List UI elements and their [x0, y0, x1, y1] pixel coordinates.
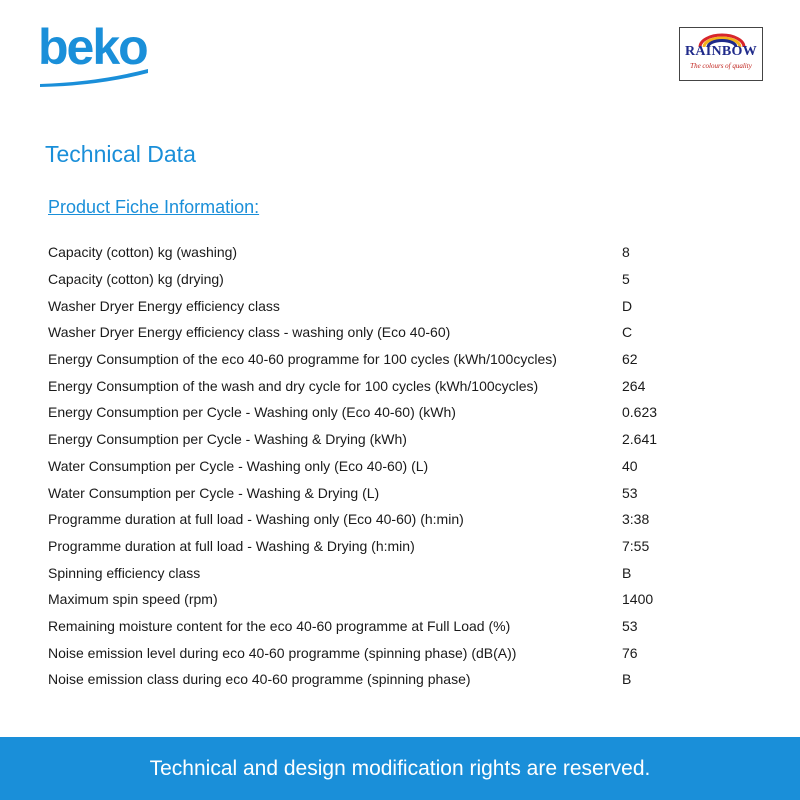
beko-swoosh-icon: [38, 66, 150, 88]
spec-label: Capacity (cotton) kg (drying): [48, 271, 224, 288]
spec-row: [48, 266, 748, 293]
spec-row: [48, 426, 748, 453]
spec-row: [48, 453, 748, 480]
spec-label: Washer Dryer Energy efficiency class: [48, 297, 280, 314]
footer-band: [0, 737, 800, 800]
spec-row: [48, 666, 748, 693]
spec-label: Energy Consumption of the eco 40-60 programme for 100 cycles (kWh/100cycles): [48, 351, 557, 368]
rainbow-tagline: The colours of quality: [690, 62, 752, 70]
rainbow-logo-text: RAINBOW: [684, 44, 758, 59]
spec-row: [48, 639, 748, 666]
spec-label: Capacity (cotton) kg (washing): [48, 244, 238, 261]
spec-label: Spinning efficiency class: [48, 564, 201, 581]
page-title: Technical Data: [45, 141, 196, 167]
spec-value: B: [622, 564, 632, 581]
spec-label: Washer Dryer Energy efficiency class - washing only (Eco 40-60): [48, 324, 451, 341]
spec-label: Programme duration at full load - Washing & Drying (h:min): [48, 537, 415, 554]
spec-row: [48, 586, 748, 613]
beko-logo: [38, 19, 150, 92]
spec-label: Maximum spin speed (rpm): [48, 591, 218, 608]
spec-value: 5: [622, 271, 630, 288]
spec-row: [48, 239, 748, 266]
spec-value: C: [622, 324, 633, 341]
spec-value: 53: [622, 484, 638, 501]
spec-value: 40: [622, 457, 638, 474]
spec-value: B: [622, 671, 632, 688]
spec-label: Noise emission level during eco 40-60 programme (spinning phase) (dB(A)): [48, 644, 517, 661]
spec-value: 2.641: [622, 431, 658, 448]
spec-row: [48, 559, 748, 586]
spec-value: 264: [622, 377, 646, 394]
footer-text: Technical and design modification rights are reserved.: [149, 756, 651, 780]
spec-row: [48, 506, 748, 533]
spec-label: Water Consumption per Cycle - Washing & Drying (L): [48, 484, 380, 501]
spec-label: Water Consumption per Cycle - Washing only (Eco 40-60) (L): [48, 457, 429, 474]
spec-value: 0.623: [622, 404, 658, 421]
spec-label: Programme duration at full load - Washing only (Eco 40-60) (h:min): [48, 511, 464, 528]
spec-row: [48, 479, 748, 506]
spec-row: [48, 372, 748, 399]
spec-row: [48, 346, 748, 373]
spec-value: 3:38: [622, 511, 650, 528]
section-title: Product Fiche Information:: [48, 197, 260, 217]
spec-row: [48, 292, 748, 319]
spec-label: Noise emission class during eco 40-60 programme (spinning phase): [48, 671, 471, 688]
spec-label: Energy Consumption per Cycle - Washing & Drying (kWh): [48, 431, 407, 448]
spec-value: 8: [622, 244, 630, 261]
spec-label: Energy Consumption of the wash and dry cycle for 100 cycles (kWh/100cycles): [48, 377, 539, 394]
spec-row: [48, 533, 748, 560]
spec-label: Energy Consumption per Cycle - Washing only (Eco 40-60) (kWh): [48, 404, 456, 421]
beko-logo-text: beko: [38, 19, 147, 75]
spec-value: 53: [622, 617, 638, 634]
spec-value: 7:55: [622, 537, 650, 554]
rainbow-logo: [679, 27, 763, 81]
spec-row: [48, 613, 748, 640]
spec-value: 62: [622, 351, 638, 368]
spec-value: 76: [622, 644, 638, 661]
spec-table: [48, 239, 748, 693]
spec-value: D: [622, 297, 633, 314]
spec-value: 1400: [622, 591, 654, 608]
spec-label: Remaining moisture content for the eco 40-60 programme at Full Load (%): [48, 617, 511, 634]
spec-row: [48, 399, 748, 426]
spec-row: [48, 319, 748, 346]
